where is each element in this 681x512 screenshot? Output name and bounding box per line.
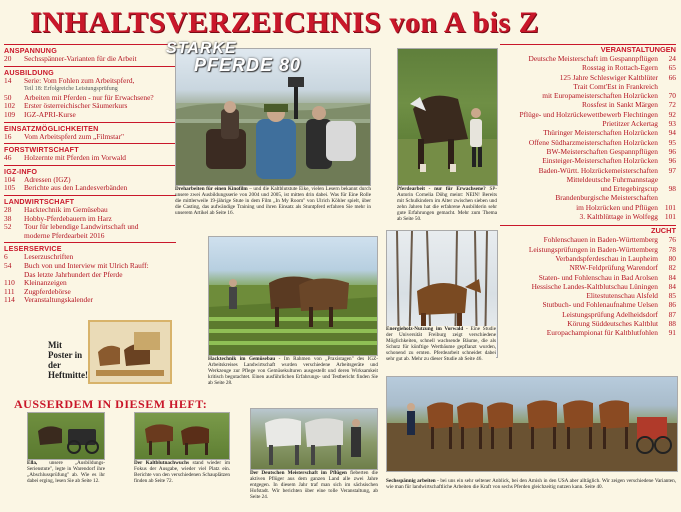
toc-entry-text: Stutbuch- und Fohlenaufnahme Uelsen — [542, 300, 658, 310]
toc-entry[interactable] — [500, 310, 676, 319]
toc-entry-text: Arbeiten mit Pferden - nur für Erwachsene? — [24, 92, 154, 102]
toc-entry-text: Zugpferdebörse — [24, 286, 71, 296]
caption-bold: Pferdearbeit - nur für Erwachsene? — [397, 186, 486, 192]
caption-text: SP-Autorin Cornelia Döhg meint: NEIN! Bereits mit Schulkindern im Alter zwischen sieben und zehn Jahren hat die erfahrene Ausbilderin sehr gute Erfahrungen gemacht. Mehr zum Thema ab Seite 50. — [397, 186, 497, 222]
toc-entry-page: 6 — [4, 252, 8, 262]
toc-section — [4, 165, 176, 193]
toc-entry-page — [658, 82, 676, 91]
toc-section — [4, 66, 176, 120]
toc-section — [4, 122, 176, 142]
toc-entry-page: 96 — [668, 146, 676, 156]
toc-entry-text: Leistungsprüfung Adelheidsdorf — [562, 309, 658, 319]
toc-entry-text: im Holzrücken und Pflügen — [576, 202, 658, 212]
toc-entry[interactable] — [500, 128, 676, 137]
toc-entry-text: Hobby-Pferdebauern im Harz — [24, 213, 112, 223]
toc-entry-text: 3. Kaltblüttage in Wolfegg — [579, 212, 658, 222]
toc-entry[interactable] — [500, 263, 676, 272]
toc-entry-page: 85 — [668, 291, 676, 301]
toc-entry-text: Baden-Württ. Holzrückemeisterschaften — [538, 165, 658, 175]
toc-section-title: IGZ-INFO — [4, 165, 176, 176]
toc-entry-page: 16 — [4, 131, 12, 141]
toc-left-column — [4, 42, 176, 305]
toc-entry-page: 50 — [4, 92, 12, 102]
toc-entry-page: 94 — [668, 128, 676, 138]
toc-entry-text: Brandenburgische Meisterschaften — [555, 193, 658, 203]
caption-text: - Eine Studie der Universität Freiburg zeigt verschiedene Möglichkeiten, schnell wachsende Bäume, die als Schutz für künftige Wertbäume gepflanzt wurden, schonend zu ernten. Pferdearbeit schneidet dabei sehr gut ab. Mehr zu dieser Studie ab Seite 46. — [386, 326, 496, 362]
toc-entry[interactable] — [500, 54, 676, 63]
toc-entry[interactable] — [4, 232, 176, 241]
toc-entry-page: 80 — [668, 253, 676, 263]
caption-text: - Im Rahmen von „Praxistagen" des IGZ-Arbeitskreises Landwirtschaft wurden verschiedene Arbeitsgeräte und Werkzeuge zur Pflege von Gemüsekulturen ausgestellt und deren Wirksamkeit kritisch begutachtet. Einen ausführlichen Erfahrungs- und Testbericht finden Sie ab Seite 28. — [208, 356, 378, 386]
toc-section — [4, 44, 176, 64]
caption-bold: Der Deutschen Meisterschaft im Pflügen — [250, 470, 347, 476]
toc-entry-text: Thüringer Meisterschaften Holzrücken — [543, 128, 658, 138]
six-horse-team-caption — [386, 478, 676, 490]
toc-entry-text: 125 Jahre Schleswiger Kaltblüter — [559, 72, 658, 82]
logo-line-2: PFERDE 80 — [194, 55, 302, 75]
toc-entry-text: Kleinanzeigen — [24, 278, 67, 288]
toc-right-column — [500, 42, 676, 338]
toc-entry-text: Veranstaltungskalender — [24, 295, 93, 305]
toc-entry[interactable] — [500, 156, 676, 165]
toc-entry[interactable] — [500, 147, 676, 156]
toc-entry-page: 72 — [668, 100, 676, 110]
poster-note: Mit Poster in der Heftmitte! — [48, 340, 88, 380]
toc-entry[interactable] — [500, 184, 676, 193]
toc-entry[interactable] — [500, 212, 676, 221]
toc-entry-text: Das letzte Jahrhundert der Pferde — [24, 269, 123, 279]
foals-photo — [134, 412, 230, 460]
toc-entry-page — [658, 175, 676, 184]
toc-entry-page: 101 — [664, 202, 676, 212]
toc-entry-page: 110 — [4, 278, 15, 288]
ella-caption — [27, 460, 105, 484]
toc-entry[interactable] — [500, 273, 676, 282]
toc-entry-page: 54 — [4, 260, 12, 270]
toc-entry-page: 24 — [668, 54, 676, 63]
toc-entry[interactable] — [500, 63, 676, 72]
toc-entry-page: 76 — [668, 235, 676, 245]
toc-entry-page: 111 — [4, 286, 15, 296]
toc-entry-page: 91 — [668, 328, 676, 338]
toc-entry-text: Teil 18: Erfolgreiche Leistungsprüfung — [24, 86, 118, 93]
vegetable-hoeing-caption — [208, 356, 378, 386]
toc-entry-text: Deutsche Meisterschaft im Gespannpflügen — [528, 54, 658, 63]
toc-entry-page: 95 — [668, 137, 676, 147]
toc-entry-text: Prietitzer Ackertag — [602, 119, 658, 129]
toc-entry-text: Berichte aus den Landesverbänden — [24, 183, 128, 193]
starke-pferde-logo — [166, 40, 336, 78]
toc-entry-text: Europachampionat für Kaltblutfohlen — [546, 328, 658, 338]
toc-entry-page: 92 — [668, 109, 676, 119]
toc-entry-text: Hessische Landes-Kaltblutschau Lüningen — [531, 281, 658, 291]
caption-text: fieberten die aktiven Pflüger aus dem ganzen Land alle zwei Jahre entgegen. In diesem Jahr traf man sich im sächsischen Hofstadt. Wir berichten über eine tolle Veranstaltung, ab Seite 24. — [250, 470, 378, 500]
toc-entry[interactable] — [4, 77, 176, 86]
toc-entry-page: 82 — [668, 263, 676, 273]
toc-section-title: ANSPANNUNG — [4, 44, 176, 55]
toc-entry[interactable] — [500, 100, 676, 109]
toc-entry-page: 104 — [4, 174, 16, 184]
toc-entry-page — [658, 193, 676, 202]
toc-entry[interactable] — [500, 110, 676, 119]
toc-entry-text: Körung Süddeutsches Kaltblut — [567, 319, 658, 329]
toc-entry-text: und Ertegebirgscup — [600, 184, 658, 194]
toc-entry-text: Pflüge- und Holzrückewettbewerb Flechtingen — [519, 109, 658, 119]
toc-entry-text: IGZ-APRI-Kurse — [24, 109, 76, 119]
toc-entry[interactable] — [4, 55, 176, 64]
toc-section-title: LANDWIRTSCHAFT — [4, 195, 176, 206]
toc-entry-page: 114 — [4, 295, 15, 305]
toc-entry-page: 87 — [668, 309, 676, 319]
child-horse-work-photo — [397, 48, 498, 186]
toc-section-title: EINSATZMÖGLICHKEITEN — [4, 122, 176, 133]
toc-entry-text: Adressen (IGZ) — [24, 174, 71, 184]
toc-entry[interactable] — [500, 291, 676, 300]
ploughing-championship-caption — [250, 470, 378, 500]
toc-entry-page: 101 — [664, 212, 676, 222]
toc-entry[interactable] — [500, 235, 676, 244]
toc-entry-page: 109 — [4, 109, 16, 119]
caption-bold: Ella, — [27, 460, 38, 466]
toc-entry-text: Mitteldeutsche Fuhrmannstage — [566, 174, 658, 184]
child-horse-work-caption — [397, 186, 497, 222]
toc-entry-page: 84 — [668, 272, 676, 282]
toc-entry-page: 97 — [668, 165, 676, 175]
toc-entry-text: Tour für lebendige Landwirtschaft und — [24, 222, 139, 232]
toc-entry-page: 105 — [4, 183, 16, 193]
toc-entry-text: Hacktechnik im Gemüsebau — [24, 204, 108, 214]
toc-entry[interactable] — [500, 91, 676, 100]
toc-entry-text: Serie: Vom Fohlen zum Arbeitspferd, — [24, 75, 135, 85]
toc-entry-page: 14 — [4, 75, 12, 85]
toc-entry-text: NRW-Feldprüfung Warendorf — [569, 263, 658, 273]
film-shoot-caption — [175, 186, 371, 216]
toc-entry[interactable] — [500, 245, 676, 254]
toc-entry[interactable] — [500, 138, 676, 147]
toc-entry[interactable] — [500, 203, 676, 212]
toc-entry[interactable] — [500, 300, 676, 309]
toc-entry-text: Leistungsprüfungen in Baden-Württemberg — [528, 244, 658, 254]
toc-section-title: AUSBILDUNG — [4, 66, 176, 77]
toc-entry-page: 88 — [668, 319, 676, 329]
toc-entry-text: moderne Pferdearbeit 2016 — [24, 230, 105, 240]
caption-text: stand wieder im Fokus der Ausgabe, wieder viel Platz ein. Berichte von den verschiedenen Schauplätzen finden ab Seite 72. — [134, 460, 231, 484]
toc-section — [4, 143, 176, 163]
toc-entry-page: 66 — [668, 72, 676, 82]
toc-entry-page: 98 — [668, 184, 676, 194]
toc-entry[interactable] — [500, 82, 676, 91]
toc-entry[interactable] — [4, 154, 176, 163]
toc-entry-page: 46 — [4, 153, 12, 163]
toc-section-title: ZUCHT — [500, 225, 676, 235]
caption-bold: Hacktechnik im Gemüsebau — [208, 356, 276, 362]
toc-section-title: LESERSERVICE — [4, 242, 176, 253]
toc-entry-text: Vom Arbeitspferd zum „Filmstar" — [24, 131, 124, 141]
toc-entry-page: 20 — [4, 54, 12, 63]
toc-entry[interactable] — [4, 133, 176, 142]
caption-bold: Der Kaltblutnachwuchs — [134, 460, 189, 466]
toc-entry-text: BW-Meisterschaften Gespannpflügen — [546, 146, 658, 156]
vegetable-hoeing-photo — [208, 236, 378, 356]
caption-text: unsere „Ausbildungs-Serienstute", legte in Warendorf ihre „Abschlussprüfung" ab. Wie es ihr dabei erging, lesen Sie ab Seite 12. — [27, 460, 105, 484]
toc-entry-text: Verbandspferdeschau in Laupheim — [555, 253, 658, 263]
toc-entry-page: 78 — [668, 244, 676, 254]
toc-entry[interactable] — [500, 119, 676, 128]
foals-caption — [134, 460, 230, 484]
toc-entry[interactable] — [500, 73, 676, 82]
toc-entry-text: Sechsspänner-Varianten für die Arbeit — [24, 54, 137, 63]
toc-entry-page: 86 — [668, 300, 676, 310]
toc-entry[interactable] — [500, 319, 676, 328]
toc-entry-text: Buch von und Interview mit Ulrich Rauff: — [24, 260, 149, 270]
toc-entry-text: Offene Südharzmeisterschaften Holzrücken — [528, 137, 658, 147]
toc-entry[interactable] — [500, 254, 676, 263]
ella-photo — [27, 412, 105, 460]
toc-section — [4, 195, 176, 240]
caption-bold: Energieholz-Nutzung im Vorwald — [386, 326, 464, 332]
toc-entry-page — [4, 232, 24, 241]
toc-entry[interactable] — [4, 111, 176, 120]
toc-entry[interactable] — [4, 296, 176, 305]
toc-entry-page: 52 — [4, 222, 12, 232]
toc-entry[interactable] — [500, 193, 676, 202]
toc-entry[interactable] — [500, 328, 676, 337]
caption-bold: Dreharbeiten für einen Kinofilm — [175, 186, 248, 192]
toc-entry-text: Einsteiger-Meisterschaften Holzrücken — [542, 156, 658, 166]
caption-text: bei uns ein sehr seltener Anblick, bei den Amish in den USA aber alltäglich. Wir zeigen verschiedene Varianten, wie man für landwirtschaftliche Arbeiten die Kraft von sechs Pferden gleichzeitig nutzen kann. Seite 40. — [386, 478, 676, 490]
page-title: INHALTSVERZEICHNIS von A bis Z — [30, 6, 540, 39]
toc-entry-text: Erster österreichischer Säumerkurs — [24, 101, 128, 111]
toc-entry-text: Fohlenschauen in Baden-Württemberg — [543, 235, 658, 245]
six-horse-team-photo — [386, 376, 678, 472]
toc-entry[interactable] — [500, 166, 676, 175]
toc-entry-page: 28 — [4, 204, 12, 214]
toc-entry-text: Trait Comt'Est in Frankreich — [573, 81, 658, 91]
toc-entry-page: 70 — [668, 91, 676, 101]
toc-entry-page: 38 — [4, 213, 12, 223]
poster-thumbnail — [88, 320, 172, 384]
toc-entry-page: 65 — [668, 63, 676, 73]
forestry-snow-caption — [386, 326, 496, 362]
toc-section — [500, 225, 676, 337]
toc-entry-text: Staten- und Fohlenschau in Bad Arolsen — [538, 272, 658, 282]
ploughing-championship-photo — [250, 408, 378, 470]
toc-entry-text: Rossfest in Sankt Märgen — [581, 100, 658, 110]
toc-entry-page: 84 — [668, 281, 676, 291]
toc-entry-text: Rosstag in Rottach-Egern — [582, 63, 658, 73]
toc-entry[interactable] — [4, 184, 176, 193]
toc-entry-text: mit Europameisterschaften Holzrücken — [542, 91, 658, 101]
caption-bold: Sechsspännig arbeiten - — [386, 478, 439, 484]
logo-line-1: STARKE — [166, 40, 237, 57]
toc-entry-text: Leserzuschriften — [24, 252, 74, 262]
toc-section-title: VERANSTALTUNGEN — [500, 44, 676, 54]
toc-entry[interactable] — [500, 175, 676, 184]
toc-section-title: FORSTWIRTSCHAFT — [4, 143, 176, 154]
also-in-this-issue-heading: AUSSERDEM IN DIESEM HEFT: — [14, 397, 208, 411]
toc-entry-text: Elitestutenschau Alsfeld — [586, 291, 658, 301]
toc-entry-text: Holzernte mit Pferden im Vorwald — [24, 153, 126, 163]
toc-entry[interactable] — [500, 282, 676, 291]
caption-text: – und die Kaltblutstute Eike, vielen Lesern bekannt durch unsere zwei Ausbildungsserie von 2004 und 2005, ist mitten drin dabei. Was für Eine Rolle die mittlerweile 19-jährige Stute in dem Film „In My Room" von Ulrich Köhler spielt, über die Casting, das aufwändige Training und ihren Einsatz als Stuntpferd erfahren Sie mehr in unserem Artikel ab Seite 16. — [175, 186, 371, 216]
toc-entry-page: 102 — [4, 101, 16, 111]
toc-section — [500, 44, 676, 221]
toc-section — [4, 242, 176, 305]
toc-entry-page: 96 — [668, 156, 676, 166]
toc-entry-page: 93 — [668, 119, 676, 129]
